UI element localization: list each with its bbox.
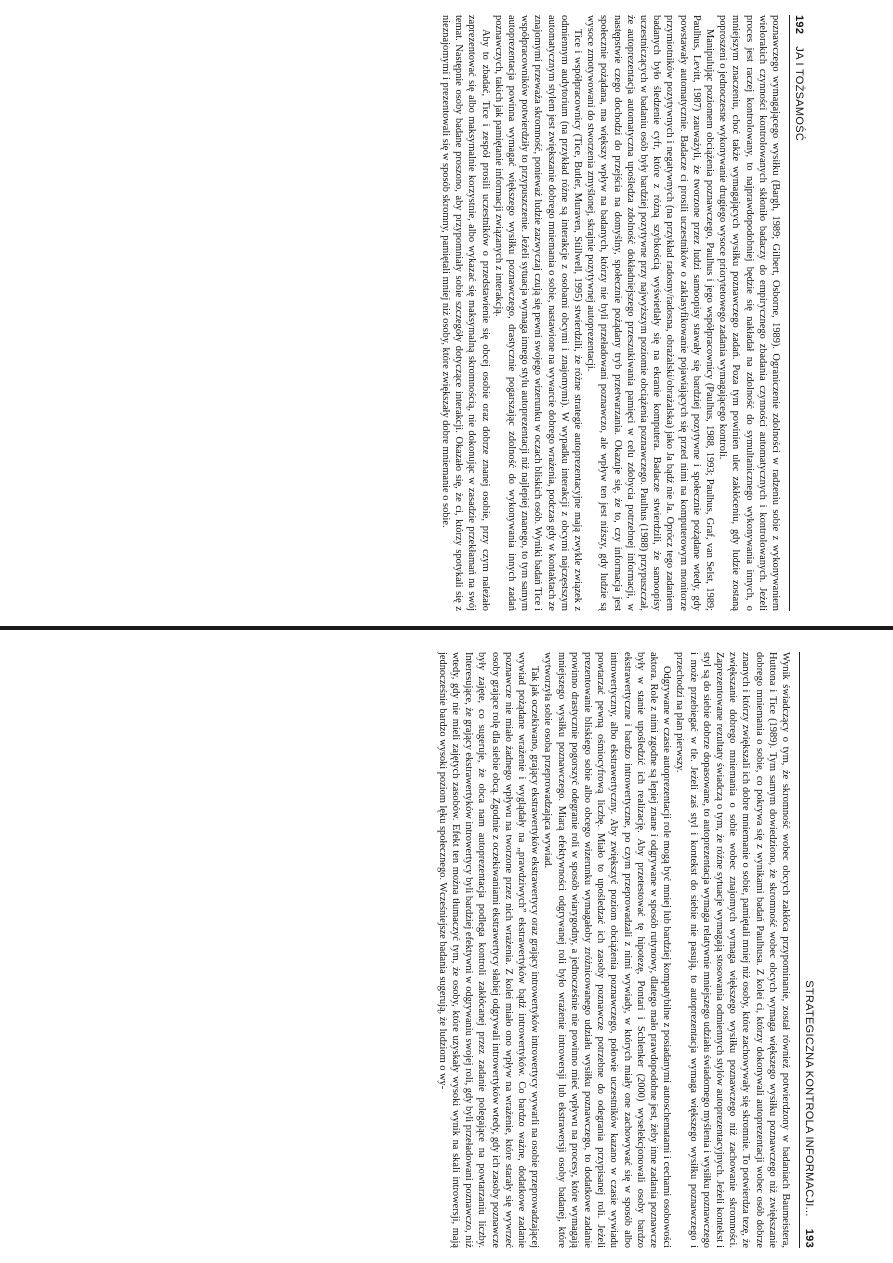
right-paragraph-1: Wynik świadczący o tym, że skromność wobec obcych zakłóca przypominanie, został również potwierdzony w badaniach Baumeistera, Huttona i Tice (1989). Tym samym dowiedziono, że skromność wobec obcych wymaga większego wysiłku poznawczego niż zwiększanie dobrego mniemania o sobie, co pokrywa się z wynikami badań Paulhusa. Z kolei ci, którzy dokonywali autoprezentacji wobec osób dobrze znanych i którzy zwiększali ich dobre mniemanie o sobie, pamiętali mniej niż osoby, które zachowywały się skromnie. To potwierdza tezę, że zwiększanie dobrego mniemania o sobie wobec znajomych wymaga większego wysiłku poznawczego niż zachowanie skromności. Zaprezentowane rezultaty świadczą o tym, że różne sytuacje wymagają stosowania odmiennych stylów autoprezentacyjnych. Jeżeli kontekst i styl są do siebie dobrze dopasowane, to autoprezentacja wymaga relatywnie mniejszego udziału świadomego myślenia i wysiłku poznawczego i może przebiegać w tle. Jeżeli zaś styl i kontekst do siebie nie pasują, to autoprezentacja wymaga większego wysiłku poznawczego i przechodzi na plan pierwszy. — [674, 652, 791, 1248]
left-page-number: 192 — [793, 15, 805, 35]
left-running-head — [789, 15, 805, 611]
left-page — [235, 15, 805, 611]
right-paragraph-3: Tak jak oczekiwano, grający ekstrawertyków ekstrawertycy oraz grający introwertyków introwertycy wywarli na osobie przeprowadzającej wywiad pożądane wrażenie i wyglądały na „prawdziwych” ekstrawertyków bądź introwertyków. Co bardzo ważne, dodatkowe zadanie poznawcze nie miało żadnego wpływu na tworzone przez nich wrażenia. Z kolei miało ono wpływ na wrażenie, które starały się wywrzeć osoby grające rolę dla siebie obcą. Zgodnie z oczekiwaniami ekstrawertycy słabiej odgrywali introwertyków wtedy, gdy ich zasoby poznawcze były zajęte, co sugeruje, że obca nam autoprezentacja podlega kontroli zakłócanej przez zadanie polegające na powtarzaniu liczby. Interesujące, że grający ekstrawertyków introwertycy byli bardziej efektywni w odgrywaniu swojej roli, gdy byli przeładowani poznawczo, niż wtedy, gdy nie mieli zajętych zasobów. Efekt ten można tłumaczyć tym, że osoby, które uzyskały wysoki wynik na skali introwersji, mają jednocześnie bardzo wysoki poziom lęku społecznego. Wcześniejsze badania sugerują, że ludziom o wy- — [436, 652, 541, 1248]
right-paragraph-2: Odgrywane w czasie autoprezentacji role mogą być mniej lub bardziej kompatybilne z posiadanymi autoschematami i cechami osobowości aktora. Role z nimi zgodne są lepiej znane i odgrywane w sposób rutynowy, dlatego mało prawdopodobne jest, żeby inne zadania poznawcze były w stanie upośledzić ich realizację. Aby przetestować tę hipotezę, Pontari i Schlenker (2000) wyselekcjonowali osoby bardzo ekstrawertyczne i bardzo introwertyczne, po czym przeprowadzali z nimi wywiady, w których miały one zachowywać się w sposób albo introwertyczny, albo ekstrawertyczny. Aby zwiększyć poziom obciążenia poznawczego, połowie uczestników kazano w czasie wywiadu powtarzać pewną ośmiocyfrową liczbę. Miało to upośledzać ich zasoby poznawcze potrzebne do odegrania przypisanej roli. Jeżeli prezentowanie bliskiego sobie albo obcego wizerunku wymagałoby zróżnicowanego udziału wysiłku poznawczego, to dodatkowe zadanie powinno drastycznie pogorszyć odegranie roli w sposób wiarygodny, a jednocześnie nie powinno mieć wpływu na procesy, które wymagają mniejszego wysiłku poznawczego. Miarą efektywności odgrywanej roli było wrażenie introwersji lub ekstrawersji osoby badanej, które wytworzyła sobie osoba przeprowadzająca wywiad. — [542, 652, 673, 1248]
right-page-title: STRATEGICZNA KONTROLA INFORMACJI... — [803, 980, 815, 1217]
right-page — [245, 652, 815, 1248]
left-paragraph-2: Manipulując poziomem obciążenia poznawczego, Paulhus i jego współpracownicy (Paulhus, 1988, 1993; Paulhus, Graf, van Selst, 1989; Paulhus, Levitt, 1987) zauważyli, że tworzone przez ludzi samoopisy stawały się bardziej pozytywne i społecznie pożądane wtedy, gdy powstawały automatycznie. Badacze ci prosili uczestników o zaklasyfikowanie pojawiających się przed nimi na komputerowym monitorze przymiotników pozytywnych i negatywnych (na przykład radosny/radosna, obrażalski/obrażalska) jako Ja bądź nie Ja. Oprócz tego zadaniem badanych było śledzenie cyfr, które z różną szybkością wyświetlały się na ekranie komputera. Badacze stwierdzili, że samoopisy uczestniczących w badaniu osób były bardziej pozytywne przy najwyższym poziomie obciążenia poznawczego. Paulhus (1988) przypuszczał, że autoprezentacja automatyczna upośledza zdolność dokładniejszego przeszukiwania pamięci w celu zdobycia potrzebnej informacji, w następstwie czego dochodzi do przejścia na domyślny, społecznie pożądany tryb przetwarzania. Okazuje się, że to, czy informacja jest społecznie pożądana, ma większy wpływ na badanych, którzy nie byli przeładowani poznawczo, ale wpływ ten jest niższy, gdy ludzie są wysoce zmotywowani do stworzenia zmyślonej, skrajnie pozytywnej autoprezentacji. — [585, 15, 715, 611]
left-paragraph-4: Aby to zbadać, Tice i zespół prosili uczestników o przedstawienie się obcej osobie oraz dobrze znanej osobie, przy czym należało zaprezentować się albo maksymalnie korzystnie, albo wykazać się maksymalną skromnością, nie dokonując w zasadzie przekłamań na swój temat. Następnie osoby badane proszono, aby przypomniały sobie szczegóły dotyczące interakcji. Okazało się, że ci, którzy spotykali się z nieznajomymi i prezentowali się w sposób skromny, pamiętali mniej niż osoby, które zwiększały dobre mniemanie o sobie. — [439, 15, 491, 611]
left-paragraph-3: Tice i współpracownicy (Tice, Butler, Muraven, Stillwell, 1995) stwierdzili, że różne strategie autoprezentacyjne mają zwykle związek z odmiennym audytorium (na przykład różne są interakcje z osobami obcymi i znajomymi). W wypadku interakcji z obcymi najczęstszym automatycznym stylem jest zwiększanie dobrego mniemania o sobie, nastawione na wywarcie dobrego wrażenia, podczas gdy w kontaktach ze znajomymi przeważa skromność, ponieważ ludzie zazwyczaj czują się pewni swojego wizerunku w oczach bliskich osób. Wyniki badań Tice i współpracowników potwierdziły to przypuszczenie. Jeżeli sytuacja wymaga innego stylu autoprezentacji niż najlepiej znanego, to tym samym autoprezentacja powinna wymagać większego wysiłku poznawczego, drastycznie pogarszając zdolność do wykonywania innych zadań poznawczych, takich jak pamiętanie informacji związanych z interakcją. — [492, 15, 583, 611]
right-page-number: 193 — [803, 1228, 815, 1248]
left-page-title: JA I TOŻSAMOŚĆ — [793, 46, 805, 142]
spine-divider — [0, 626, 893, 630]
right-running-head — [799, 652, 815, 1248]
left-paragraph-1: poznawczego wymagającego wysiłku (Bargh, 1989; Gilbert, Osborne, 1989). Ograniczenie zdolności w radzeniu sobie z wykonywaniem wielorakich czynności kontrolowanych skłoniło badaczy do empirycznego zbadania czynności automatycznych i kontrolowanych. Jeżeli proces jest raczej kontrolowany, to najprawdopodobniej będzie się nakładał na zdolność do symultanicznego wykonywania innych, o mniejszym znaczeniu, choć także wymagających wysiłku poznawczego zadań. Poza tym powinien ulec zakłóceniu, gdy ludzie zostaną poproszeni o jednoczesne wykonywanie drugiego wysoce priorytetowego zadania wymagającego kontroli. — [717, 15, 781, 611]
